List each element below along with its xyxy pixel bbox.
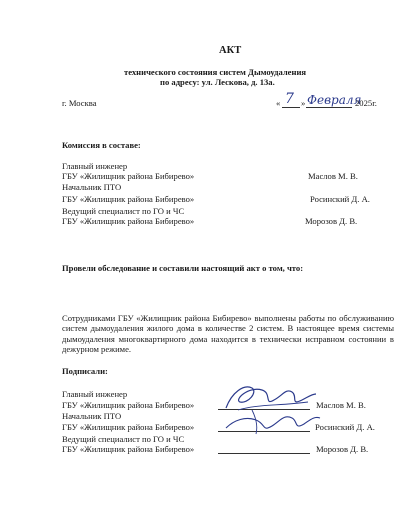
signer-name-3: Морозов Д. В. (316, 444, 369, 454)
signer-org-2: ГБУ «Жилищник района Бибирево» (62, 422, 195, 432)
commission-name-1: Маслов М. В. (308, 171, 358, 181)
signer-org-1: ГБУ «Жилищник района Бибирево» (62, 400, 195, 410)
signer-position-1: Главный инженер (62, 389, 128, 399)
year: 2025г. (355, 98, 377, 108)
city: г. Москва (62, 98, 97, 108)
signer-position-3: Ведущий специалист по ГО и ЧС (62, 434, 185, 444)
commission-name-3: Морозов Д. В. (305, 216, 358, 226)
inspection-heading: Провели обследование и составили настоящий акт о том, что: (62, 263, 304, 273)
commission-org-1: ГБУ «Жилищник района Бибирево» (62, 171, 195, 181)
commission-heading: Комиссия в составе: (62, 140, 141, 150)
month-handwritten (305, 88, 362, 108)
commission-name-2: Росинский Д. А. (310, 194, 370, 204)
date-close-quote: » (301, 98, 306, 108)
signature-rosinsky (222, 404, 322, 438)
document-subtitle: технического состояния систем Дымоудаления (124, 67, 307, 77)
signer-org-3: ГБУ «Жилищник района Бибирево» (62, 444, 195, 454)
signer-name-2: Росинский Д. А. (315, 422, 375, 432)
signer-position-2: Начальник ПТО (62, 411, 122, 421)
day-handwritten (281, 88, 301, 106)
commission-position-2: Начальник ПТО (62, 182, 122, 192)
inspection-text: Сотрудниками ГБУ «Жилищник района Бибирево» выполнены работы по обслуживанию систем дымоудаления жилого дома в количестве 2 систем. В настоящее время системы дымоудаления многоквартирного дома находится в технически исправном состоянии в дежурном режиме. (62, 313, 394, 355)
month-value: Февраля (307, 93, 362, 107)
date-open-quote: « (276, 98, 281, 108)
commission-position-1: Главный инженер (62, 161, 128, 171)
day-underline (282, 107, 300, 108)
signer-name-1: Маслов М. В. (316, 400, 366, 410)
document-address: по адресу: ул. Лескова, д. 13а. (160, 77, 275, 87)
day-value: 7 (285, 91, 294, 107)
commission-position-3: Ведущий специалист по ГО и ЧС (62, 206, 185, 216)
commission-org-2: ГБУ «Жилищник района Бибирево» (62, 194, 195, 204)
commission-org-3: ГБУ «Жилищник района Бибирево» (62, 216, 195, 226)
document-title: АКТ (219, 45, 242, 56)
signature-line-3 (218, 453, 310, 454)
signatures-heading: Подписали: (62, 366, 108, 376)
